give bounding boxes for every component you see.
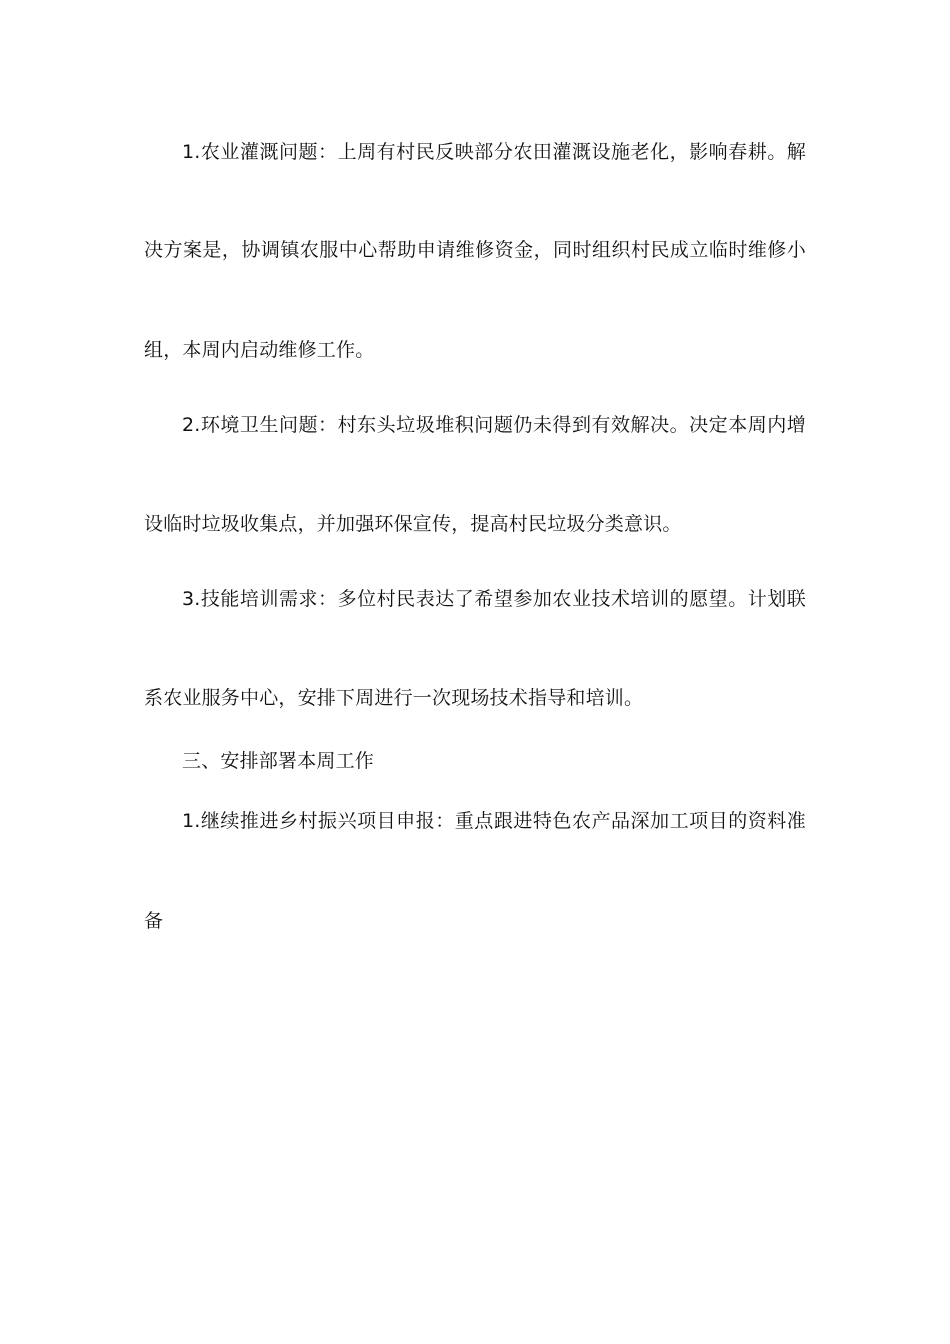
section-heading: 三、安排部署本周工作 (182, 750, 375, 772)
paragraph-irrigation-line-2: 决方案是，协调镇农服中心帮助申请维修资金，同时组织村民成立临时维修小 (144, 239, 806, 261)
paragraph-training-line-1: 3.技能培训需求：多位村民表达了希望参加农业技术培训的愿望。计划联 (182, 588, 806, 610)
paragraph-training-line-2: 系农业服务中心，安排下周进行一次现场技术指导和培训。 (144, 687, 644, 709)
paragraph-project-line-1: 1.继续推进乡村振兴项目申报：重点跟进特色农产品深加工项目的资料准 (182, 810, 806, 832)
paragraph-sanitation-line-1: 2.环境卫生问题：村东头垃圾堆积问题仍未得到有效解决。决定本周内增 (182, 414, 806, 436)
paragraph-irrigation-line-1: 1.农业灌溉问题：上周有村民反映部分农田灌溉设施老化，影响春耕。解 (182, 141, 806, 163)
paragraph-irrigation-line-3: 组，本周内启动维修工作。 (144, 339, 375, 361)
paragraph-project-line-2: 备 (144, 910, 164, 932)
paragraph-sanitation-line-2: 设临时垃圾收集点，并加强环保宣传，提高村民垃圾分类意识。 (144, 513, 682, 535)
